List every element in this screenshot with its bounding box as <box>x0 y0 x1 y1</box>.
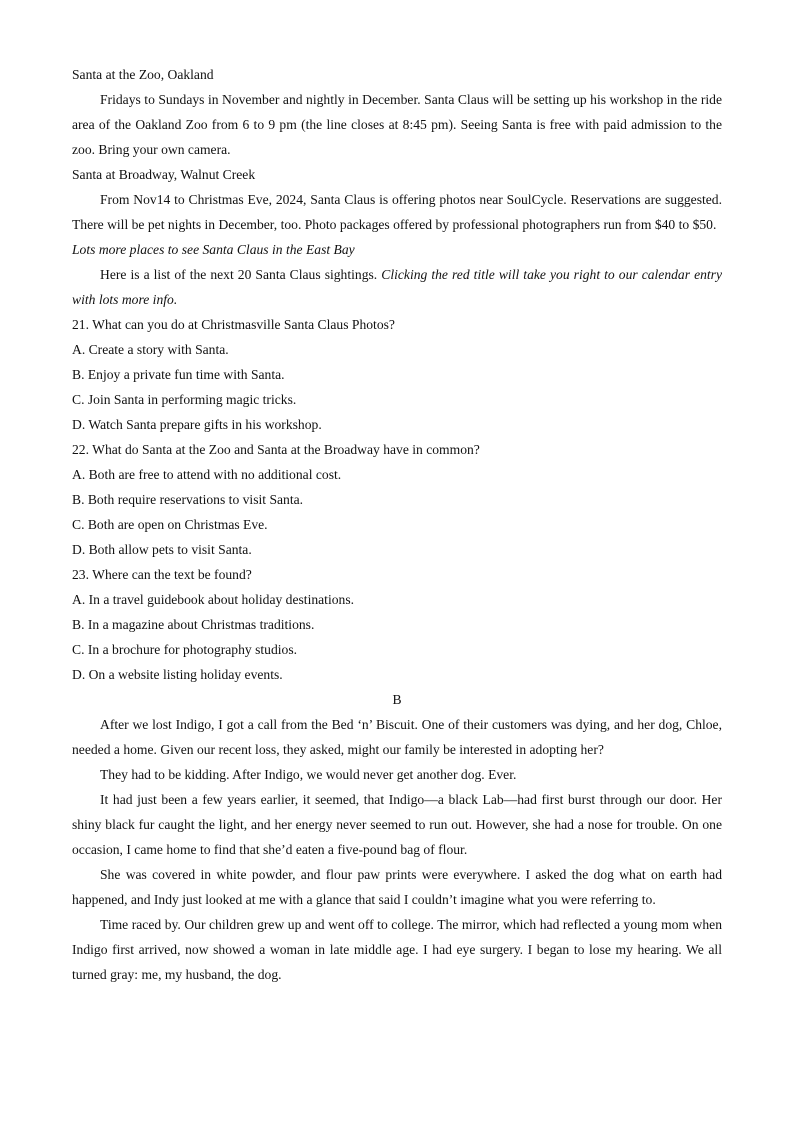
zoo-title: Santa at the Zoo, Oakland <box>72 67 214 82</box>
question-21 <box>72 312 722 437</box>
more-places-text: Here is a list of the next 20 Santa Claus sightings. <box>100 267 382 282</box>
option-b: B. Enjoy a private fun time with Santa. <box>72 367 285 382</box>
option-b: B. Both require reservations to visit Santa. <box>72 492 304 507</box>
option-a: A. Both are free to attend with no additional cost. <box>72 467 342 482</box>
zoo-body: Fridays to Sundays in November and nightly in December. Santa Claus will be setting up his workshop in the ride area of the Oakland Zoo from 6 to 9 pm (the line closes at 8:45 pm). Seeing Santa is free with paid admission to the zoo. Bring your own camera. <box>72 92 722 157</box>
question-stem: 23. Where can the text be found? <box>72 567 252 582</box>
option-c: C. Join Santa in performing magic tricks. <box>72 392 297 407</box>
question-stem: 21. What can you do at Christmasville Santa Claus Photos? <box>72 317 395 332</box>
option-c: C. Both are open on Christmas Eve. <box>72 517 268 532</box>
story-paragraph-1: After we lost Indigo, I got a call from the Bed ‘n’ Biscuit. One of their customers was dying, and her dog, Chloe, needed a home. Given our recent loss, they asked, might our family be interested in adopting her? <box>72 717 722 757</box>
story-paragraph-5: Time raced by. Our children grew up and went off to college. The mirror, which had reflected a young mom when Indigo first arrived, now showed a woman in late middle age. I had eye surgery. I began to lose my hearing. We all turned gray: me, my husband, the dog. <box>72 917 722 982</box>
calendar-link-note: Clicking the red title will take you right to our calendar entry with lots more info. <box>72 267 723 307</box>
question-22 <box>72 437 722 562</box>
section-b-heading: B <box>392 692 402 707</box>
option-d: D. Both allow pets to visit Santa. <box>72 542 252 557</box>
document-page <box>72 62 722 987</box>
more-places-title: Lots more places to see Santa Claus in the East Bay <box>72 242 355 257</box>
option-a: A. Create a story with Santa. <box>72 342 229 357</box>
question-23 <box>72 562 722 687</box>
more-places-body <box>72 262 722 312</box>
option-a: A. In a travel guidebook about holiday destinations. <box>72 592 355 607</box>
story-paragraph-2: They had to be kidding. After Indigo, we would never get another dog. Ever. <box>100 767 517 782</box>
broadway-title: Santa at Broadway, Walnut Creek <box>72 167 256 182</box>
broadway-body: From Nov14 to Christmas Eve, 2024, Santa Claus is offering photos near SoulCycle. Reservations are suggested. There will be pet nights in December, too. Photo packages offered by professional photographers run from $40 to $50. <box>72 192 722 232</box>
option-c: C. In a brochure for photography studios. <box>72 642 298 657</box>
option-b: B. In a magazine about Christmas traditions. <box>72 617 315 632</box>
option-d: D. Watch Santa prepare gifts in his workshop. <box>72 417 322 432</box>
story-paragraph-3: It had just been a few years earlier, it seemed, that Indigo—a black Lab—had first burst through our door. Her shiny black fur caught the light, and her energy never seemed to run out. However, she had a nose for trouble. On one occasion, I came home to find that she’d eaten a five-pound bag of flour. <box>72 792 722 857</box>
story-paragraph-4: She was covered in white powder, and flour paw prints were everywhere. I asked the dog what on earth had happened, and Indy just looked at me with a glance that said I couldn’t imagine what you were referring to. <box>72 867 722 907</box>
option-d: D. On a website listing holiday events. <box>72 667 283 682</box>
question-stem: 22. What do Santa at the Zoo and Santa at the Broadway have in common? <box>72 442 480 457</box>
